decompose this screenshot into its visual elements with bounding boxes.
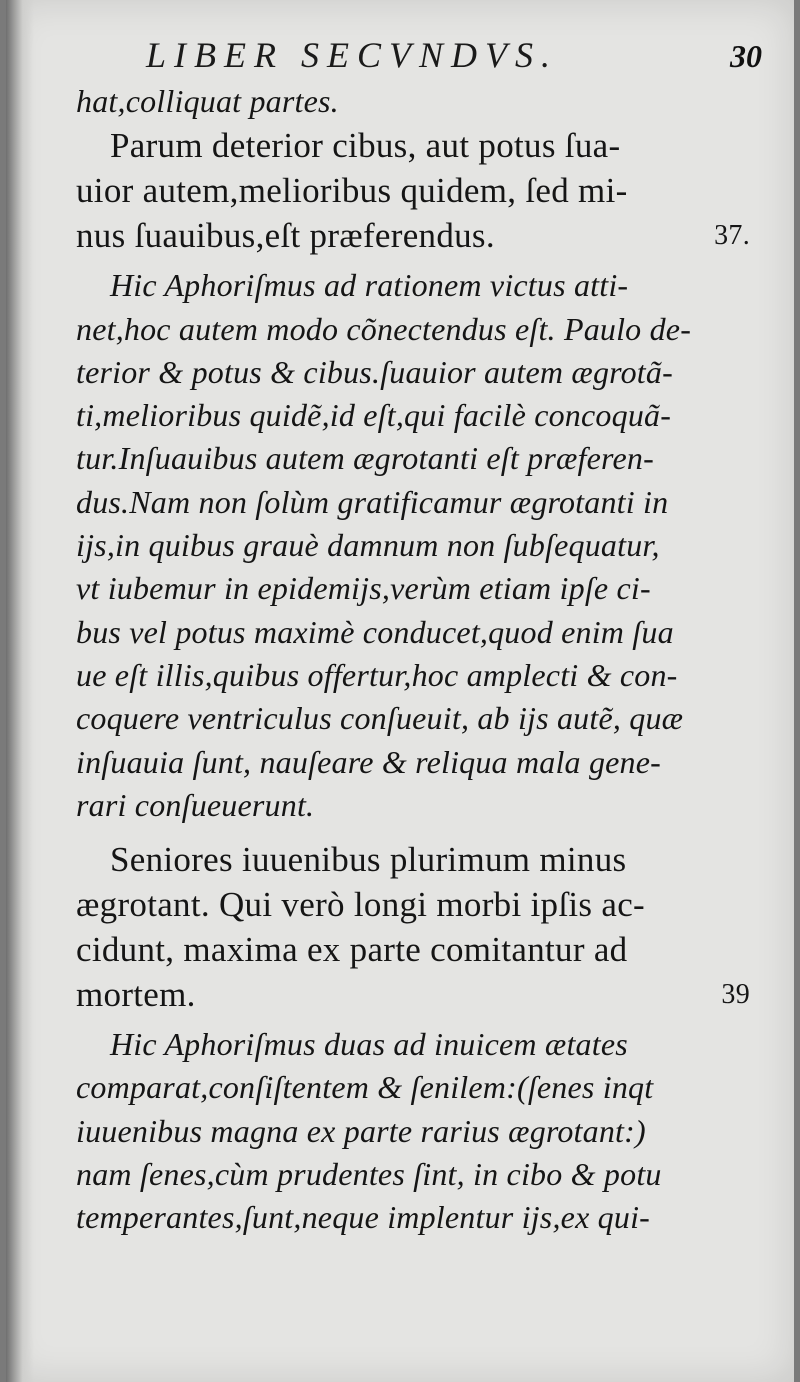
commentary-line: ue eſt illis,quibus offertur,hoc amplecti & con-: [76, 656, 678, 693]
commentary-line: tur.Inſuauibus autem ægrotanti eſt præferen-: [76, 440, 654, 477]
commentary-line: dus.Nam non ſolùm gratificamur ægrotanti in: [76, 483, 669, 520]
commentary-line: Hic Aphoriſmus ad rationem victus atti-: [110, 267, 629, 304]
commentary-line: bus vel potus maximè conducet,quod enim ſua: [76, 613, 674, 650]
commentary-line: comparat,conſiſtentem & ſenilem:(ſenes inqt: [76, 1069, 654, 1106]
book-page: [6, 0, 794, 1382]
commentary-line: net,hoc autem modo cõnectendus eſt. Paulo de-: [76, 310, 692, 347]
commentary-line: ti,melioribus quidẽ,id eſt,qui facilè concoquã-: [76, 397, 672, 434]
commentary-line: vt iubemur in epidemijs,verùm etiam ipſe ci-: [76, 570, 651, 607]
commentary-line: coquere ventriculus conſueuit, ab ijs autẽ, quæ: [76, 700, 684, 737]
aphorism-line: Parum deterior cibus, aut potus ſua-: [110, 126, 621, 166]
running-head: LIBER SECVNDVS.: [146, 35, 558, 75]
aphorism-line: mortem.: [76, 975, 196, 1015]
aphorism-number: 37.: [714, 220, 750, 252]
aphorism-last-line: [76, 213, 776, 258]
page-number: 30: [730, 38, 762, 74]
aphorism-line: ægrotant. Qui verò longi morbi ipſis ac-: [76, 885, 645, 925]
commentary-line: rari conſueuerunt.: [76, 786, 315, 823]
aphorism-line: uior autem,melioribus quidem, ſed mi-: [76, 171, 628, 211]
page-header: [6, 34, 794, 78]
commentary-line: iuuenibus magna ex parte rarius ægrotant:): [76, 1112, 646, 1149]
page-gutter-shadow: [6, 0, 34, 1382]
aphorism-number: 39: [721, 979, 750, 1011]
commentary-37: [76, 264, 776, 827]
commentary-line: inſuauia ſunt, nauſeare & reliqua mala gene-: [76, 743, 662, 780]
commentary-line: temperantes,ſunt,neque implentur ijs,ex qui-: [76, 1199, 651, 1236]
aphorism-39: [76, 837, 776, 1017]
commentary-line: terior & potus & cibus.ſuauior autem ægrotã-: [76, 353, 673, 390]
continued-line: hat,colliquat partes.: [76, 83, 339, 119]
aphorism-line: cidunt, maxima ex parte comitantur ad: [76, 930, 628, 970]
commentary-39: [76, 1023, 776, 1239]
commentary-line: nam ſenes,cùm prudentes ſint, in cibo & potu: [76, 1156, 662, 1193]
aphorism-line: nus ſuauibus,eſt præferendus.: [76, 216, 495, 256]
aphorism-last-line: [76, 972, 776, 1017]
aphorism-line: Seniores iuuenibus plurimum minus: [110, 840, 627, 880]
aphorism-37: [76, 123, 776, 258]
commentary-line: Hic Aphoriſmus duas ad inuicem ætates: [110, 1026, 628, 1063]
page-body: [76, 80, 776, 1240]
commentary-line: ijs,in quibus grauè damnum non ſubſequatur,: [76, 527, 660, 564]
